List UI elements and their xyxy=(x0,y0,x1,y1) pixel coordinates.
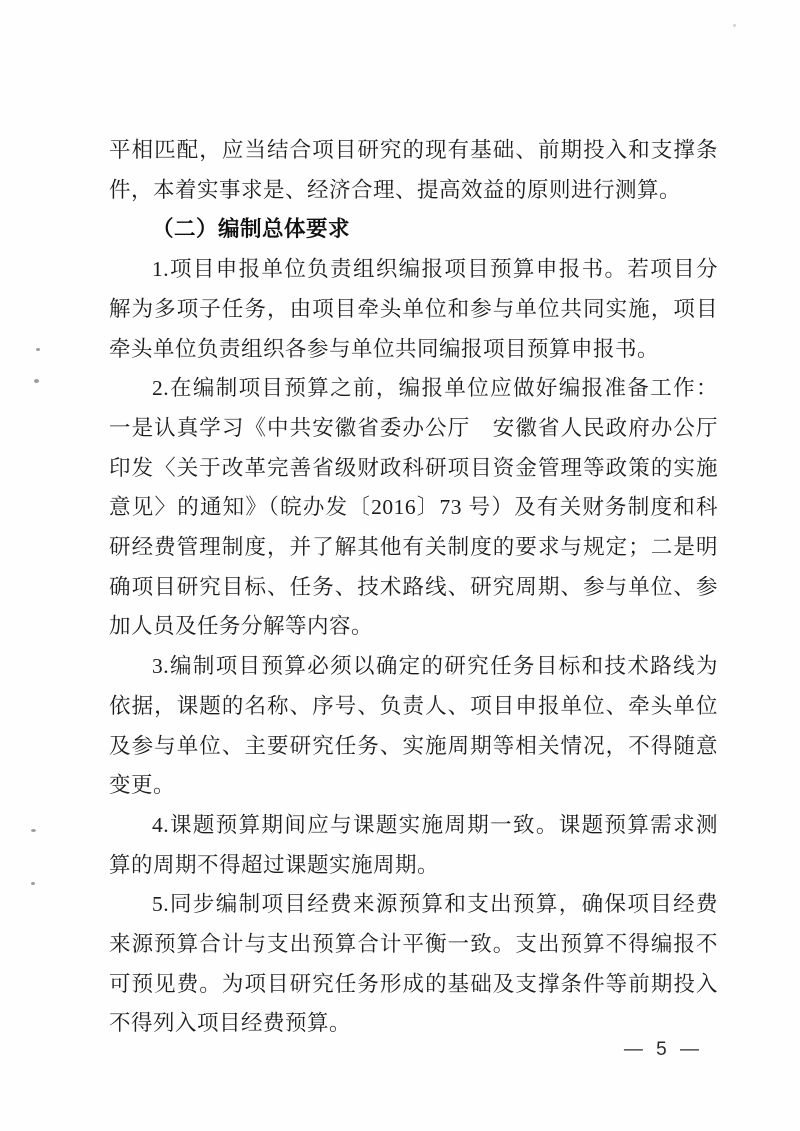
scan-artifact-dot xyxy=(733,24,736,27)
paragraph-item-2: 2.在编制项目预算之前，编报单位应做好编报准备工作：一是认真学习《中共安徽省委办公厅 安徽省人民政府办公厅印发〈关于改革完善省级财政科研项目资金管理等政策的实施意见〉的通知》（皖办发〔2016〕73 号）及有关财务制度和科研经费管理制度，并了解其他有关制度的要求与规定；二是明确项目研究目标、任务、技术路线、研究周期、参与单位、参加人员及任务分解等内容。 xyxy=(109,376,718,639)
scan-artifact-dot xyxy=(31,829,36,832)
section-heading: （二）编制总体要求 xyxy=(152,217,351,242)
paragraph-item-4: 4.课题预算期间应与课题实施周期一致。课题预算需求测算的周期不得超过课题实施周期。 xyxy=(109,812,718,877)
paragraph-item-5: 5.同步编制项目经费来源预算和支出预算，确保项目经费来源预算合计与支出预算合计平衡一致。支出预算不得编报不可预见费。为项目研究任务形成的基础及支撑条件等前期投入不得列入项目经费预算。 xyxy=(109,892,718,1036)
scan-artifact-dot xyxy=(36,348,40,351)
paragraph-item-3: 3.编制项目预算必须以确定的研究任务目标和技术路线为依据，课题的名称、序号、负责人、项目申报单位、牵头单位及参与单位、主要研究任务、实施周期等相关情况，不得随意变更。 xyxy=(109,654,718,798)
scan-artifact-dot xyxy=(34,379,39,383)
paragraph-continuation: 平相匹配，应当结合项目研究的现有基础、前期投入和支撑条件，本着实事求是、经济合理、提高效益的原则进行测算。 xyxy=(109,138,718,202)
paragraph-item-1: 1.项目申报单位负责组织编报项目预算申报书。若项目分解为多项子任务，由项目牵头单位和参与单位共同实施，项目牵头单位负责组织各参与单位共同编报项目预算申报书。 xyxy=(109,257,718,361)
page-number: — 5 — xyxy=(623,1039,703,1060)
document-body xyxy=(109,131,718,1044)
scan-artifact-dot xyxy=(31,882,35,885)
